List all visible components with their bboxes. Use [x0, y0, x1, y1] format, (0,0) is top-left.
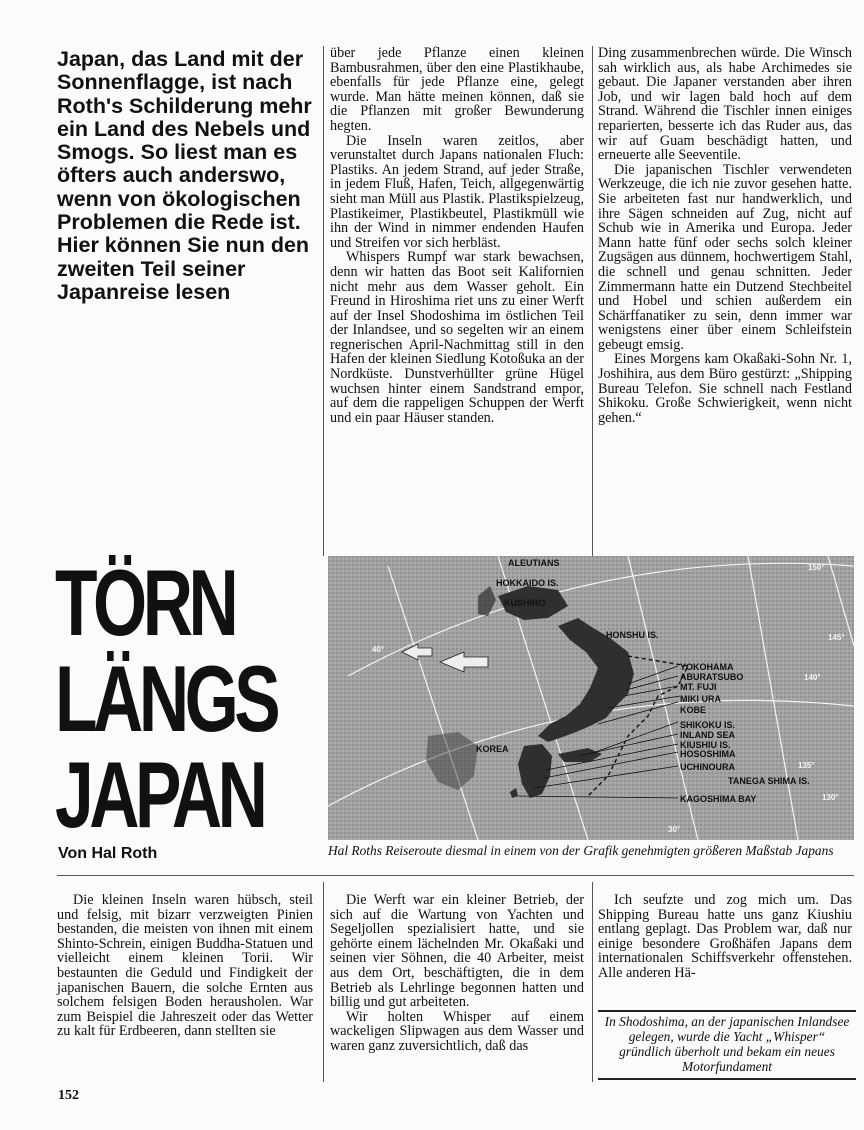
paragraph: über jede Pflanze einen kleinen Bambusrahmen, über den eine Plastikhaube, ebenfalls für jede Pflanze eine, gelegt wurde. Man hätte meinen können, daß sie die Pflanzen mit großer Bewunderung hegten.	[330, 45, 584, 134]
paragraph: Die kleinen Inseln waren hübsch, steil und felsig, mit bizarr verzweigten Pinien bestanden, die meisten von ihnen mit einem Shinto-Schrein, einigen Buddha-Statuen und vielleicht einem kleinen Torii. Wir bestaunten die Geduld und Findigkeit der japanischen Bauern, die solche Ernten aus solchem felsigen Boden herausholen. War zum Beispiel die Jahreszeit oder das Wetter zu kalt für Erdbeeren, dann stellten sie	[57, 892, 313, 1040]
map-label: HOSOSHIMA	[680, 749, 736, 759]
column-rule	[323, 882, 324, 1082]
title-line-2: LÄNGS	[55, 646, 277, 751]
route-map	[328, 556, 854, 840]
map-label: ALEUTIANS	[508, 558, 560, 568]
map-label: KOBE	[680, 705, 707, 715]
article-title	[55, 550, 277, 847]
map-degree: 150°	[808, 563, 825, 572]
map-label: SHIKOKU IS.	[680, 720, 736, 730]
column-3-bottom	[598, 893, 852, 981]
byline: Von Hal Roth	[58, 845, 158, 862]
paragraph: Die Werft war ein kleiner Betrieb, der sich auf die Wartung von Yachten und Segeljollen spezialisiert hatte, und sie gehörte einem lächelnden Mr. Okaßaki und seinen vier Söhnen, die 40 Arbeiter, meist aus dem Ort, beschäftigten, die in dem Betrieb als Lehrlinge begonnen hatten und billig und gut arbeiteten.	[330, 892, 584, 1011]
map-degree: 40°	[372, 645, 385, 654]
map-label: KIUSHIU IS.	[680, 740, 731, 750]
paragraph: Eines Morgens kam Okaßaki-Sohn Nr. 1, Joshihira, aus dem Büro gestürzt: „Shipping Bureau Telefon. Sie schnell nach Festland Shikoku. Große Schwierigkeit, wenn nicht gehen.“	[598, 351, 852, 426]
column-2-bottom	[330, 893, 584, 1054]
map-label: KUSHIRO	[504, 598, 546, 608]
map-graphic	[328, 556, 854, 840]
map-label: UCHINOURA	[680, 762, 735, 772]
lead-text: Japan, das Land mit der Sonnenflagge, ist nach Roth's Schilderung mehr ein Land des Nebels und Smogs. So liest man es öfters auch anderswo, wenn von ökologischen Problemen die Rede ist. Hier können Sie nun den zweiten Teil seiner Japanreise lesen	[57, 47, 312, 304]
title-line-3: JAPAN	[55, 742, 264, 847]
paragraph: Ding zusammenbrechen würde. Die Winsch sah wirklich aus, als habe Archimedes sie gebaut. Die Japaner verstanden aber ihren Job, und wir lagen bald hoch auf dem Strand. Während die Tischler innen einiges reparierten, besserte ich das Ruder aus, das wir auf Guam beschädigt hatten, und erneuerte alle Seeventile.	[598, 45, 852, 164]
column-3-top	[598, 46, 852, 425]
map-label: MT. FUJI	[680, 682, 717, 692]
paragraph: Die japanischen Tischler verwendeten Werkzeuge, die ich nie zuvor gesehen hatte. Sie arbeiteten fast nur handwerklich, und ihre Sägen schneiden auf Zug, nicht auf Schub wie in Amerika und Europa. Jeder Mann hatte fünf oder sechs solch kleiner Zugsägen aus dünnem, hochwertigem Stahl, die schnell und genau schnitten. Jeder Zimmermann hatte ein Dutzend Stechbeitel und Hobel und schien außerdem ein Schärffanatiker zu sein, denn immer war wenigstens einer über einem Schleifstein gebeugt emsig.	[598, 161, 852, 353]
caption-rule-top	[598, 1010, 856, 1012]
map-label: KAGOSHIMA BAY	[680, 794, 757, 804]
photo-caption: In Shodoshima, an der japanischen Inlandsee gelegen, wurde die Yacht „Whisper“ gründlich überholt und bekam ein neues Motorfundament	[604, 1014, 850, 1074]
paragraph: Die Inseln waren zeitlos, aber verunstaltet durch Japans nationalen Fluch: Plastiks. An jedem Strand, auf jeder Straße, in jedem Fluß, Hafen, Teich, allgegenwärtig sieht man Müll aus Plastik. Plastikspielzeug, Plastikeimer, Plastikbeutel, Plastikmüll wie ihn der Wind in nimmer endenden Haufen und Streifen vor sich herbläst.	[330, 132, 584, 251]
map-degree: 130°	[822, 793, 839, 802]
map-degree: 145°	[828, 633, 845, 642]
map-label: MIKI URA	[680, 694, 721, 704]
paragraph: Wir holten Whisper auf einem wackeligen Slipwagen aus dem Wasser und waren ganz zuversichtlich, daß das	[330, 1008, 584, 1054]
map-label: ABURATSUBO	[680, 672, 744, 682]
horizontal-rule	[57, 875, 854, 876]
map-label: YOKOHAMA	[680, 662, 734, 672]
paragraph: Ich seufzte und zog mich um. Das Shipping Bureau hatte uns ganz Kiushiu entlang geplagt. Das Problem war, daß nur einige besondere Großhäfen Japans dem internationalen Schiffsverkehr offenstehen. Alle anderen Hä-	[598, 892, 852, 981]
paragraph: Whispers Rumpf war stark bewachsen, denn wir hatten das Boot seit Kalifornien nicht mehr aus dem Wasser geholt. Ein Freund in Hiroshima riet uns zu einer Werft auf der Insel Shodoshima im östlichen Teil der Inlandsee, und so segelten wir an einem regnerischen April-Nachmittag still in den Hafen der kleinen Siedlung Kotoßuka an der Nordküste. Dunstverhüllter grüne Hügel wuchsen hinter einem Sandstrand empor, auf dem die rappeligen Schuppen der Werft und ein paar Häuser standen.	[330, 249, 584, 426]
column-2-top	[330, 46, 584, 425]
map-label: KOREA	[476, 744, 509, 754]
map-label: HOKKAIDO IS.	[496, 578, 559, 588]
map-degree: 30°	[668, 825, 681, 834]
caption-rule-bottom	[598, 1078, 856, 1080]
page-number: 152	[58, 1088, 79, 1103]
map-label: TANEGA SHIMA IS.	[728, 776, 810, 786]
column-rule	[592, 882, 593, 1082]
map-degree: 140°	[804, 673, 821, 682]
map-caption: Hal Roths Reiseroute diesmal in einem von der Grafik genehmigten größeren Maßstab Japans	[328, 843, 834, 858]
column-rule	[592, 46, 593, 556]
column-1-bottom	[57, 893, 313, 1039]
map-label: INLAND SEA	[680, 730, 736, 740]
column-rule	[323, 46, 324, 556]
map-degree: 135°	[798, 761, 815, 770]
map-label: HONSHU IS.	[606, 630, 659, 640]
title-line-1: TÖRN	[55, 550, 235, 655]
